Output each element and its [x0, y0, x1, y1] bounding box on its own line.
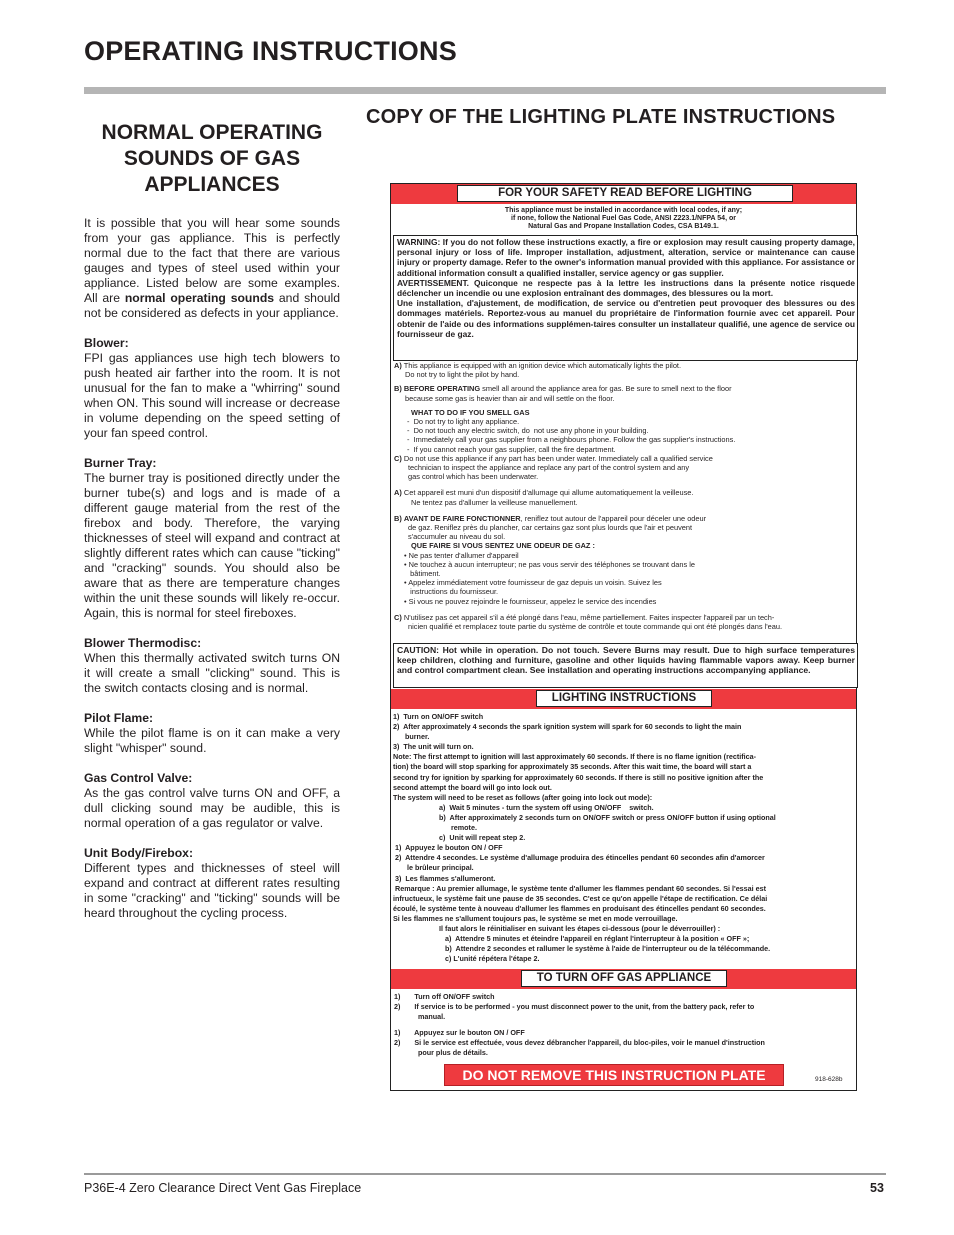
lighting-fr-line: 2) Attendre 4 secondes. Le système d'allumage produira des étincelles pendant 60 secondes afin d'amorcer [393, 853, 765, 863]
section-title: Unit Body/Firebox: [84, 846, 194, 860]
item-bold: AVANT DE FAIRE FONCTIONNER [403, 513, 521, 523]
lighting-fr-line: écoulé, le système tente à nouveau d'allumer les flammes en produisant des étincelles pendant 60 secondes. [393, 903, 766, 913]
turnoff-line: 2) Si le service est effectuée, vous devez débrancher l'appareil, du bloc-piles, voir le manuel d'instruction [394, 1037, 765, 1047]
item-text: Do not use this appliance if any part has been under water. Immediately call a qualified service [403, 453, 713, 463]
item-label: B) [394, 513, 402, 523]
warning-en: WARNING: If you do not follow these instructions exactly, a fire or explosion may result causing property damage, personal injury or loss of life. Improper installation, adjustment, alteration, service or maintenance can cause injury or property damage. Refer to the owner's information manual provided with this appliance. For assistance or additional information consult a qualified installer, service agency or gas supplier. [397, 237, 855, 278]
item-text: technician to inspect the appliance and replace any part of the control system and any [408, 463, 690, 473]
warning-fr: AVERTISSEMENT. Quiconque ne respecte pas à la lettre les instructions dans la présente notice risquede déclencher un incendie ou une explosion entraînant des dommages, des blessures ou la mort. [397, 277, 855, 299]
item-label: C) [394, 453, 402, 463]
lighting-fr-sub-line: a) Attendre 5 minutes et éteindre l'appareil en réglant l'interrupteur à la position « OFF »; [439, 934, 750, 944]
section-title: Gas Control Valve: [84, 771, 193, 785]
top-rule [84, 87, 886, 94]
lighting-fr-sub-line: b) Attendre 2 secondes et rallumer le système à l'aide de l'interrupteur ou de la télécommande. [439, 944, 771, 954]
lighting-fr-sub-line: Il faut alors le réinitialiser en suivant les étapes ci-dessous (pour le déverrouiller) : [439, 923, 721, 933]
lighting-bar [391, 689, 856, 709]
section-text: As the gas control valve turns ON and OFF, a dull clicking sound may be audible, this is normal operation of a gas regulator or valve. [84, 786, 340, 830]
page-title: OPERATING INSTRUCTIONS [84, 36, 457, 66]
smell-item: - If you cannot reach your gas supplier, call the fire department. [407, 444, 616, 454]
lighting-line: second attempt the board will go into lock out. [393, 782, 552, 792]
fr-smell-item: bâtiment. [404, 569, 441, 579]
turnoff-line: manual. [394, 1012, 446, 1022]
turnoff-line: 1) Turn off ON/OFF switch [394, 992, 495, 1001]
footer-rule [84, 1173, 886, 1175]
section-text: Different types and thicknesses of steel will expand and contract at different rates resulting in some "cracking" and "ticking" sounds will be heard throughout the cycling process. [84, 861, 340, 920]
lighting-plate [390, 183, 857, 1091]
lighting-fr-line: infructueux, le système fait une pause de 35 secondes. C'est ce qu'on appelle l'étape de rectification. Ce délai [393, 893, 768, 903]
lighting-instructions-en [391, 712, 856, 964]
item-text: gas control which has been underwater. [408, 472, 539, 482]
section-text: While the pilot flame is on it can make a very slight "whisper" sound. [84, 726, 340, 755]
fr-smell-item: • Ne pas tenter d'allumer d'appareil [404, 550, 519, 560]
fr-smell-heading: QUE FAIRE SI VOUS SENTEZ UNE ODEUR DE GAZ : [411, 541, 595, 551]
lighting-line: 1) Turn on ON/OFF switch [393, 712, 484, 721]
warning-box [393, 235, 858, 361]
section-text: The burner tray is positioned directly under the burner tube(s) and logs and is made of a different gauge material from the rest of the firebox and body. Therefore, the varying thicknesses of steel will expand and contract at slightly different rates which can cause "ticking" and "cracking" sounds. You should also be aware that as there are temperature changes within the unit these sounds will likely re-occur. Again, this is normal for steel fireboxes. [84, 471, 340, 620]
turnoff-instructions [391, 992, 856, 1058]
lighting-line: burner. [393, 732, 430, 742]
page-number: 53 [870, 1181, 884, 1195]
item-text: , reniflez tout autour de l'appareil pour déceler une odeur [520, 513, 707, 523]
turnoff-line: 2) If service is to be performed - you must disconnect power to the unit, from the battery pack, refer to [394, 1002, 755, 1012]
intro-text: It is possible that you will hear some sounds from your gas appliance. This is perfectly normal due to the fact that there are various gauges and types of steel used within your appliance. Listed below are some examples. All are [84, 216, 340, 305]
smell-item: - Do not try to light any appliance. [407, 417, 520, 427]
lighting-fr-line: Remarque : Au premier allumage, le système tente d'allumer les flammes pendant 60 secondes. Si l'essai est [393, 883, 767, 893]
smell-item: - Do not touch any electric switch, do not use any phone in your building. [407, 426, 649, 436]
turnoff-label: TO TURN OFF GAS APPLIANCE [521, 970, 727, 987]
smell-item: - Immediately call your gas supplier from a neighbours phone. Follow the gas supplier's instructions. [407, 435, 736, 445]
install-note-line: Natural Gas and Propane Installation Codes, CSA B149.1. [528, 223, 719, 231]
item-text: nicien qualifié et remplacez toute partie du système de contrôle et toute commande qui ont été plongés dans l'eau. [408, 622, 783, 632]
item-label: A) [394, 488, 402, 498]
lighting-sub-line: a) Wait 5 minutes - turn the system off using ON/OFF switch. [439, 802, 654, 812]
intro-paragraph [84, 216, 340, 321]
caution-box [393, 643, 858, 688]
lighting-fr-line: 1) Appuyez le bouton ON / OFF [393, 843, 503, 853]
turnoff-line: pour plus de détails. [394, 1048, 488, 1058]
lighting-fr-sub-line: c) L'unité répétera l'étape 2. [439, 954, 540, 964]
lighting-sub-line: c) Unit will repeat step 2. [439, 833, 526, 843]
install-note [391, 207, 856, 232]
item-text: N'utilisez pas cet appareil s'il a été plongé dans l'eau, même partiellement. Faites inspecter l'appareil par un tech- [403, 612, 775, 622]
normal-sounds-column [84, 120, 340, 936]
lighting-line: 3) The unit will turn on. [393, 742, 474, 752]
item-bold: BEFORE OPERATING [403, 384, 481, 394]
warning-fr-2: Une installation, d'ajustement, de modification, de service ou d'entretien peut provoquer des blessures ou des dommages matériels. Reportez-vous au manuel du propriétaire de l'information fournie avec cet appareil. Pour obtenir de l'aide ou des informations supplémen-taires consulter un installateur qualifié, une agence de service ou fournisseur de gaz. [397, 298, 855, 339]
intro-bold-text: normal operating sounds [124, 291, 275, 305]
item-text: smell all around the appliance area for gas. Be sure to smell next to the floor [480, 384, 732, 394]
safety-bar [391, 184, 856, 204]
fr-smell-item: • Appelez immédiatement votre fournisseur de gaz depuis un voisin. Suivez les [404, 578, 662, 588]
caution-text: CAUTION: Hot while in operation. Do not touch. Severe Burns may result. Due to high surface temperatures keep children, clothing and furniture, gasoline and other liquids having flammable vapors away. Keep burner and control compartment clean. See installation and operating instructions accompanying appliance. [397, 645, 855, 675]
item-text: de gaz. Reniflez près du plancher, car certains gaz sont plus lourds que l'air et peuvent [408, 523, 693, 533]
lighting-line: second try for ignition by sparking for approximately 60 seconds. If there is still no positive ignition after the [393, 772, 764, 782]
safety-label: FOR YOUR SAFETY READ BEFORE LIGHTING [457, 185, 793, 202]
lighting-plate-heading: COPY OF THE LIGHTING PLATE INSTRUCTIONS [366, 106, 836, 128]
install-note-line: if none, follow the National Fuel Gas Code, ANSI Z223.1/NFPA 54, or [511, 215, 736, 223]
do-not-remove-text: DO NOT REMOVE THIS INSTRUCTION PLATE [462, 1067, 766, 1083]
fr-smell-item: • Si vous ne pouvez rejoindre le fournisseur, appelez le service des incendies [404, 596, 657, 606]
section-text: When this thermally activated switch turns ON it will create a small "clicking" sound. This is the switch contacts closing and is normal. [84, 651, 340, 695]
lighting-line: The system will need to be reset as follows (after going into lock out mode): [393, 792, 653, 802]
normal-sounds-heading: NORMAL OPERATING SOUNDS OF GAS APPLIANCES [101, 121, 323, 196]
item-label: B) [394, 384, 402, 394]
footer-title: P36E-4 Zero Clearance Direct Vent Gas Fireplace [84, 1181, 362, 1195]
item-text: because some gas is heavier than air and will settle on the floor. [405, 393, 615, 403]
item-text: Do not try to light the pilot by hand. [405, 370, 520, 380]
section-title: Blower: [84, 336, 129, 350]
do-not-remove-banner [444, 1064, 784, 1086]
intro-text-end: and should not be considered as defects in your appliance. [84, 291, 340, 320]
item-label: C) [394, 612, 402, 622]
lighting-label: LIGHTING INSTRUCTIONS [536, 690, 712, 707]
lighting-sub-line: b) After approximately 2 seconds turn on ON/OFF switch or press ON/OFF button if using optional [439, 812, 776, 822]
plate-code: 918-628b [815, 1076, 843, 1083]
section-title: Burner Tray: [84, 456, 157, 470]
lighting-sub-line: remote. [439, 823, 477, 833]
lighting-fr-line: le brûleur principal. [393, 863, 474, 873]
fr-smell-item: instructions du fournisseur. [404, 587, 499, 597]
lighting-line: tion) the board will stop sparking for approximately 35 seconds. After this wait time, the board will start a [393, 762, 752, 772]
fr-smell-item: • Ne touchez à aucun interrupteur; ne pas vous servir des téléphones se trouvant dans le [404, 559, 695, 569]
item-text: Cet appareil est muni d'un dispositif d'allumage qui allume automatiquement la veilleuse. [403, 488, 694, 498]
install-note-line: This appliance must be installed in accordance with local codes, if any; [504, 207, 743, 214]
item-label: A) [394, 361, 402, 370]
item-text: Ne tentez pas d'allumer la veilleuse manuellement. [411, 497, 578, 507]
section-text: FPI gas appliances use high tech blowers to push heated air farther into the room. It is not unusual for the fan to make a "whirring" sound when ON. This sound will increase or decrease in volume depending on the speed setting of your fan speed control. [84, 351, 340, 440]
section-title: Blower Thermodisc: [84, 636, 202, 650]
turnoff-line: 1) Appuyez sur le bouton ON / OFF [394, 1027, 525, 1037]
lighting-line: Note: The first attempt to ignition will last approximately 60 seconds. If there is no flame ignition (rectifica- [393, 752, 757, 762]
lighting-fr-line: Si les flammes ne s'allument toujours pas, le système se met en mode verrouillage. [393, 913, 678, 923]
item-text: s'accumuler au niveau du sol. [408, 532, 506, 542]
smell-heading: WHAT TO DO IF YOU SMELL GAS [411, 407, 530, 417]
lighting-line: 2) After approximately 4 seconds the spark ignition system will spark for 60 seconds to light the main [393, 722, 742, 732]
turnoff-bar [391, 969, 856, 989]
section-title: Pilot Flame: [84, 711, 154, 725]
item-text: This appliance is equipped with an ignition device which automatically lights the pilot. [403, 361, 682, 370]
lighting-fr-line: 3) Les flammes s'allumeront. [393, 873, 496, 883]
english-instructions [391, 361, 856, 631]
